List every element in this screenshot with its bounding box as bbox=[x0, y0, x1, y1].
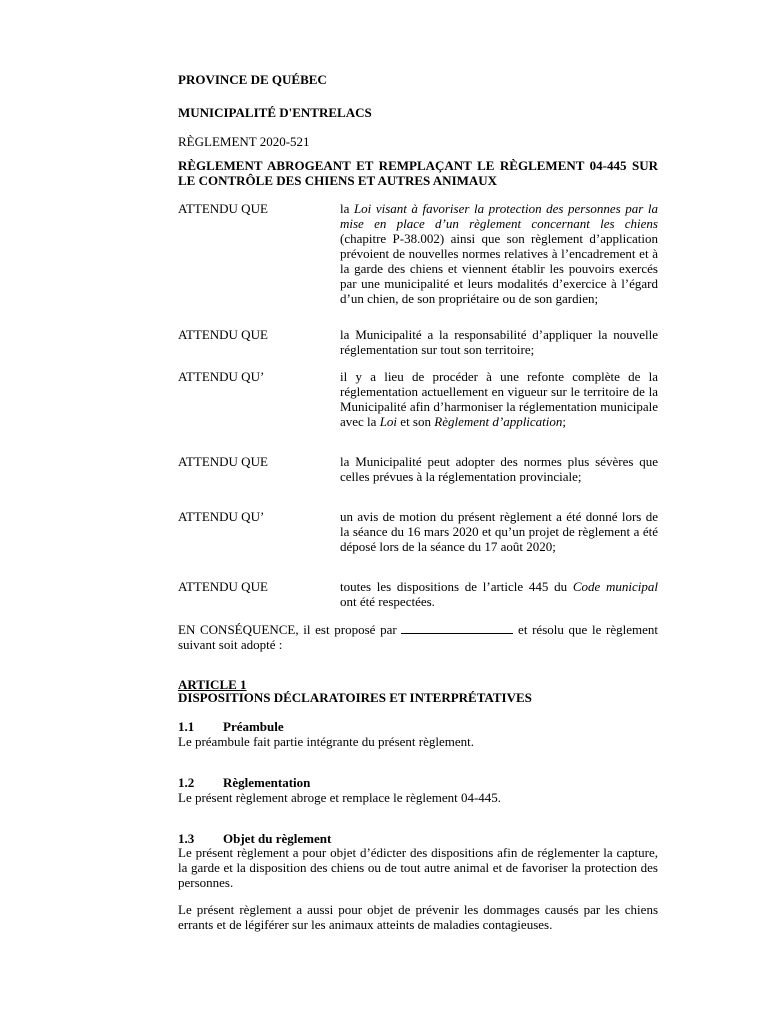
whereas-text: la Loi visant à favoriser la protection des personnes par la mise en place d’un règlement concernant les chiens (chapitre P-38.002) ainsi que son règlement d’application prévoient de nouvelles normes relatives à l’encadrement et à la garde des chiens et viennent établir les pouvoirs exercés par une municipalité et leurs modalités d’exercice à l’égard d’un chien, de son propriétaire ou de son gardien; bbox=[340, 201, 658, 306]
consequence-text: et résolu que le règlement suivant soit adopté : bbox=[178, 622, 659, 652]
whereas-italic: Loi visant à favoriser la protection des personnes par la mise en place d’un règlement concernant les chiens bbox=[340, 201, 658, 231]
whereas-text bbox=[340, 579, 658, 609]
whereas-label: ATTENDU QUE bbox=[178, 454, 268, 469]
whereas-italic: Code municipal bbox=[572, 579, 658, 594]
section-text: Le présent règlement abroge et remplace le règlement 04-445. bbox=[178, 790, 502, 805]
section-title: Règlementation bbox=[223, 775, 311, 790]
whereas-text bbox=[340, 369, 658, 429]
whereas-label: ATTENDU QUE bbox=[178, 201, 268, 216]
bylaw-number: RÈGLEMENT 2020-521 bbox=[178, 134, 310, 149]
whereas-text-part: ; bbox=[562, 414, 567, 429]
consequence-paragraph bbox=[178, 622, 658, 652]
section-title: Objet du règlement bbox=[223, 831, 332, 846]
whereas-text-rest: (chapitre P-38.002) ainsi que son règlement d’application prévoient de nouvelles normes relatives à l’encadrement et à la garde des chiens et viennent établir les pouvoirs exercés par une municipalité et leurs modalités d’exercice à l’égard d’un chien, de son propriétaire ou de son gardien; bbox=[340, 231, 658, 306]
whereas-text: la Municipalité a la responsabilité d’appliquer la nouvelle réglementation sur tout son territoire; bbox=[340, 327, 658, 357]
whereas-text: la Municipalité peut adopter des normes plus sévères que celles prévues à la réglementation provinciale; bbox=[340, 454, 658, 484]
section-text: Le préambule fait partie intégrante du présent règlement. bbox=[178, 734, 474, 749]
whereas-label: ATTENDU QU’ bbox=[178, 369, 265, 384]
whereas-text: un avis de motion du présent règlement a été donné lors de la séance du 16 mars 2020 et qu’un projet de règlement a été déposé lors de la séance du 17 août 2020; bbox=[340, 509, 658, 554]
section-text: Le présent règlement a aussi pour objet de prévenir les dommages causés par les chiens errants et de légiférer sur les animaux atteints de maladies contagieuses. bbox=[178, 902, 658, 932]
whereas-text-part: il y a lieu de procéder à une refonte complète de la réglementation actuellement en vigueur sur le territoire de la Municipalité afin d’harmoniser la réglementation municipale avec la bbox=[340, 369, 658, 429]
province-heading: PROVINCE DE QUÉBEC bbox=[178, 72, 327, 87]
section-text: Le présent règlement a pour objet d’édicter des dispositions afin de réglementer la capture, la garde et la disposition des chiens ou de tout autre animal et de favoriser la protection des personnes. bbox=[178, 845, 658, 890]
section-heading bbox=[178, 831, 658, 846]
whereas-label: ATTENDU QUE bbox=[178, 579, 268, 594]
section-number: 1.2 bbox=[178, 775, 195, 790]
whereas-text-part: ont été respectées. bbox=[340, 594, 435, 609]
section-title: Préambule bbox=[223, 719, 284, 734]
whereas-label: ATTENDU QU’ bbox=[178, 509, 265, 524]
article-title: DISPOSITIONS DÉCLARATOIRES ET INTERPRÉTATIVES bbox=[178, 690, 532, 705]
section-number: 1.1 bbox=[178, 719, 195, 734]
section-heading bbox=[178, 719, 658, 734]
whereas-italic: Règlement d’application bbox=[434, 414, 563, 429]
article-number: ARTICLE 1 bbox=[178, 677, 247, 692]
consequence-text: EN CONSÉQUENCE, il est proposé par bbox=[178, 622, 397, 637]
municipality-heading: MUNICIPALITÉ D'ENTRELACS bbox=[178, 105, 372, 120]
whereas-text-part: et son bbox=[400, 414, 431, 429]
bylaw-title: RÈGLEMENT ABROGEANT ET REMPLAÇANT LE RÈGLEMENT 04-445 SUR LE CONTRÔLE DES CHIENS ET AUTRES ANIMAUX bbox=[178, 158, 658, 188]
whereas-italic: Loi bbox=[379, 414, 398, 429]
signature-blank bbox=[401, 622, 513, 634]
whereas-text-part: toutes les dispositions de l’article 445 du bbox=[340, 579, 568, 594]
section-number: 1.3 bbox=[178, 831, 195, 846]
section-heading bbox=[178, 775, 658, 790]
whereas-label: ATTENDU QUE bbox=[178, 327, 268, 342]
